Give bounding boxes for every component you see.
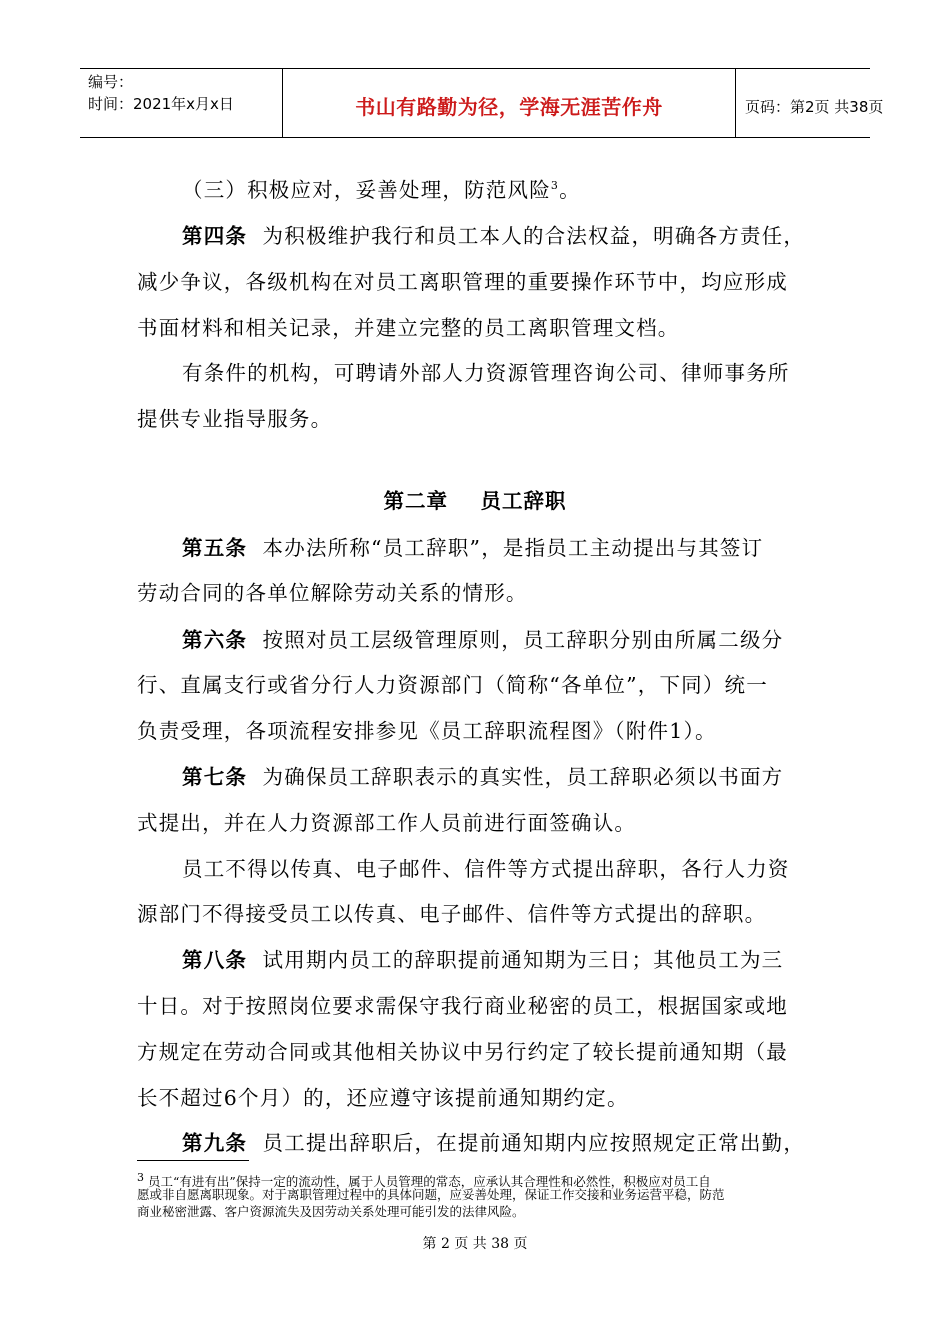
article-4-heading: 第四条 [182, 224, 248, 248]
paragraph-conditional-line-2: 提供专业指导服务。 [137, 407, 333, 431]
article-6-line-1: 第六条 按照对员工层级管理原则，员工辞职分别由所属二级分 [182, 628, 784, 652]
article-8-line-4: 长不超过6个月）的，还应遵守该提前通知期约定。 [137, 1086, 629, 1110]
article-8-line-2: 十日。对于按照岗位要求需保守我行商业秘密的员工，根据国家或地 [137, 994, 788, 1018]
article-6-heading: 第六条 [182, 628, 248, 652]
footnote-mark: 3 [137, 1171, 144, 1184]
article-4-line-1: 第四条 为积极维护我行和员工本人的合法权益，明确各方责任， [182, 224, 806, 248]
article-6-line-2: 行、直属支行或省分行人力资源部门（简称“各单位”，下同）统一 [137, 673, 768, 697]
page-footer: 第 2 页 共 38 页 [422, 1236, 528, 1252]
header-page-cell [735, 69, 884, 137]
paragraph-item-3: （三）积极应对，妥善处理，防范风险$^3$。 [182, 178, 581, 202]
footnote-line-1: 3 员工“有进有出”保持一定的流动性，属于人员管理的常态，应承认其合理性和必然性，积极应对员工自 [137, 1171, 711, 1190]
paragraph-no-email-line-2: 源部门不得接受员工以传真、电子邮件、信件等方式提出的辞职。 [137, 902, 767, 926]
article-7-heading: 第七条 [182, 765, 248, 789]
article-9-heading: 第九条 [182, 1131, 248, 1155]
document-number-label: 编号： [88, 73, 134, 91]
article-5-line-1: 第五条 本办法所称“员工辞职”，是指员工主动提出与其签订 [182, 536, 764, 560]
article-7-line-2: 式提出，并在人力资源部工作人员前进行面签确认。 [137, 811, 637, 835]
article-5-heading: 第五条 [182, 536, 248, 560]
article-4-line-2: 减少争议，各级机构在对员工离职管理的重要操作环节中，均应形成 [137, 270, 788, 294]
header-motto: 书山有路勤为径，学海无涯苦作舟 [355, 95, 663, 119]
paragraph-conditional-line-1: 有条件的机构，可聘请外部人力资源管理咨询公司、律师事务所 [182, 361, 790, 385]
paragraph-no-email-line-1: 员工不得以传真、电子邮件、信件等方式提出辞职，各行人力资 [182, 857, 790, 881]
document-date-label: 时间：2021年x月x日 [88, 95, 234, 113]
footnote-line-2: 愿或非自愿离职现象。对于离职管理过程中的具体问题，应妥善处理，保证工作交接和业务运营平稳，防范 [137, 1187, 725, 1202]
page-header [80, 68, 884, 138]
article-9-line-1: 第九条 员工提出辞职后，在提前通知期内应按照规定正常出勤， [182, 1131, 806, 1155]
article-8-line-3: 方规定在劳动合同或其他相关协议中另行约定了较长提前通知期（最 [137, 1040, 788, 1064]
footnote-separator [137, 1160, 249, 1161]
header-page-number: 页码：第2页 共38页 [745, 98, 884, 116]
article-8-heading: 第八条 [182, 948, 248, 972]
article-7-line-1: 第七条 为确保员工辞职表示的真实性，员工辞职必须以书面方 [182, 765, 784, 789]
header-info-cell [80, 69, 282, 137]
header-motto-cell [282, 69, 736, 137]
chapter-2-heading: 第二章 员工辞职 [383, 489, 567, 513]
article-6-line-3: 负责受理，各项流程安排参见《员工辞职流程图》（附件1）。 [137, 719, 717, 743]
article-8-line-1: 第八条 试用期内员工的辞职提前通知期为三日；其他员工为三 [182, 948, 784, 972]
footnote-line-3: 商业秘密泄露、客户资源流失及因劳动关系处理可能引发的法律风险。 [137, 1204, 525, 1219]
footnote-ref: 3 [550, 179, 560, 193]
article-5-line-2: 劳动合同的各单位解除劳动关系的情形。 [137, 581, 528, 605]
article-4-line-3: 书面材料和相关记录，并建立完整的员工离职管理文档。 [137, 316, 680, 340]
